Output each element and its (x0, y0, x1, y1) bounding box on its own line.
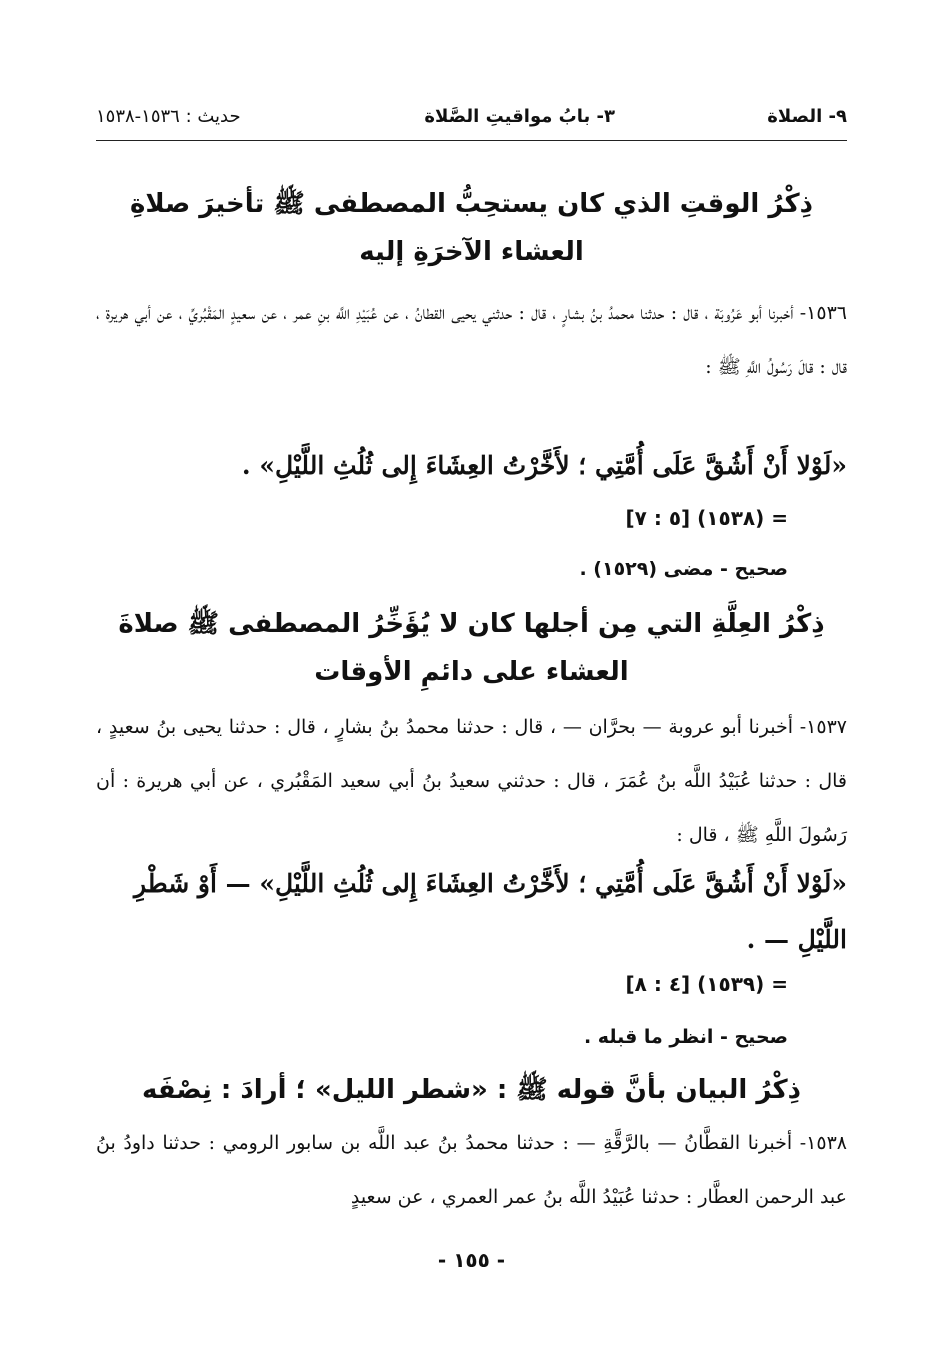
section-heading-2: ذِكْرُ العِلَّةِ التي مِن أجلها كان لا يُؤَخِّرُ المصطفى ﷺ صلاةَ العشاء على دائمِ الأوقات (118, 609, 825, 687)
section-heading-1: ذِكْرُ الوقتِ الذي كان يستحِبُّ المصطفى ﷺ تأخيرَ صلاةِ العشاء الآخرَةِ إليه (129, 189, 813, 267)
cross-reference-1536: = (١٥٣٨) [٥ : ٧] (625, 506, 788, 530)
chapter-title: ٩- الصلاة (767, 106, 847, 127)
page-number: - ١٥٥ - (437, 1248, 506, 1272)
section-heading-3: ذِكْرُ البيان بأنَّ قوله ﷺ : «شطر الليل» ؛ أرادَ : نِصْفَه (141, 1075, 801, 1105)
section-title: ٣- بابُ مواقيتِ الصَّلاة (424, 106, 615, 127)
matn-1536: «لَوْلا أَنْ أَشُقَّ عَلَى أُمَّتِي ؛ لأَخَّرْتُ العِشَاءَ إِلى ثُلُثِ اللَّيْلِ» . (241, 451, 847, 480)
header-rule (96, 140, 847, 141)
isnad-1537: ١٥٣٧- أخبرنا أبو عروبة — بحرَّان — ، قال : حدثنا محمدُ بنُ بشارٍ ، قال : حدثنا يحيى بنُ سعيدٍ ، قال : حدثنا عُبَيْدُ اللَّه بنُ عُمَرَ ، قال : حدثني سعيدُ بنُ أبي سعيد المَقْبُري ، عن أبي هريرة : أن رَسُولَ اللَّهِ ﷺ ، قال : (96, 716, 847, 846)
running-header (96, 98, 847, 138)
isnad-1538: ١٥٣٨- أخبرنا القطَّانُ — بالرَّقَّةِ — : حدثنا محمدُ بنُ عبد اللَّه بن سابور الرومي : حدثنا داودُ بنُ عبد الرحمن العطَّار : حدثنا عُبَيْدُ اللَّه بنُ عمر العمري ، عن سعيدٍ (96, 1132, 847, 1208)
grade-1536: صحيح - مضى (١٥٢٩) . (579, 558, 788, 580)
matn-1537: «لَوْلا أَنْ أَشُقَّ عَلَى أُمَّتِي ؛ لأَخَّرْتُ العِشَاءَ إِلى ثُلُثِ اللَّيْلِ» — أَوْ شَطْرِ اللَّيْلِ — . (133, 869, 847, 954)
grade-1537: صحيح - انظر ما قبله . (583, 1026, 788, 1048)
hadith-range: حديث : ١٥٣٦-١٥٣٨ (96, 106, 241, 127)
isnad-1536: ١٥٣٦- أخبرنا أبو عَرُوبَة ، قال : حدثنا محمدُ بنُ بشارٍ ، قال : حدثني يحيى القطانُ ، عن عُبَيْدِ اللَّه بنِ عمر ، عن سعيدٍ المَقْبُريِّ ، عن أبي هريرة ، قال : قالَ رَسُولُ اللَّهِ ﷺ : (96, 302, 847, 378)
cross-reference-1537: = (١٥٣٩) [٤ : ٨] (625, 972, 788, 996)
